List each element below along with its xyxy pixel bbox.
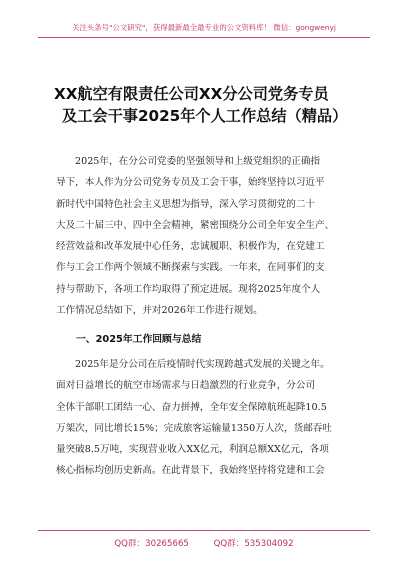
paragraph-line: 面对日益增长的航空市场需求与日趋激烈的行业竞争，分公司 <box>56 380 316 392</box>
paragraph-intro <box>56 151 356 321</box>
paragraph-line: 作与工会工作两个领域不断探索与实践。一年来，在同事们的支 <box>56 262 325 274</box>
paragraph-line: 新时代中国特色社会主义思想为指导，深入学习贯彻党的二十 <box>56 198 316 210</box>
header-banner: 关注头条号"公文研究"，获得最新最全最专业的公文资料库！ 微信：gongwenyj <box>72 23 336 32</box>
footer-divider <box>38 530 370 531</box>
title-line-2: 及工会干事2025年个人工作总结（精品） <box>62 107 348 125</box>
paragraph-line: 大及二十届三中、四中全会精神，紧密围绕分公司全年安全生产、 <box>56 219 335 231</box>
paragraph-line: 2025年是分公司在后疫情时代实现跨越式发展的关键之年。 <box>75 359 330 370</box>
title-line-1: XX航空有限责任公司XX分公司党务专员 <box>54 85 329 103</box>
footer-qq-group-1: QQ群：30265665 <box>114 539 189 549</box>
header-divider <box>38 37 370 38</box>
document-title <box>54 83 374 127</box>
paragraph-line: 工作情况总结如下，并对2026年工作进行规划。 <box>56 305 263 317</box>
paragraph-line: 导下，本人作为分公司党务专员及工会干事，始终坚持以习近平 <box>56 177 325 189</box>
section-heading-review: 一、2025年工作回顾与总结 <box>76 334 202 345</box>
footer <box>40 537 368 549</box>
paragraph-line: 核心指标均创历史新高。在此背景下，我始终坚持将党建和工会 <box>56 465 325 477</box>
paragraph-line: 持与帮助下，各项工作均取得了预定进展。现将2025年度个人 <box>56 283 321 295</box>
paragraph-review <box>56 354 356 482</box>
footer-qq-group-2: QQ群：535304092 <box>213 539 294 549</box>
paragraph-line: 全体干部职工团结一心、奋力拼搏，全年安全保障航班起降10.5 <box>56 401 327 413</box>
paragraph-line: 万架次，同比增长15%；完成旅客运输量1350万人次，货邮吞吐 <box>56 422 332 434</box>
paragraph-line: 2025年，在分公司党委的坚强领导和上级党组织的正确指 <box>75 156 321 167</box>
paragraph-line: 经营效益和改革发展中心任务，忠诚履职、积极作为，在党建工 <box>56 241 325 253</box>
paragraph-line: 量突破8.5万吨，实现营业收入XX亿元，利润总额XX亿元，各项 <box>56 444 329 456</box>
